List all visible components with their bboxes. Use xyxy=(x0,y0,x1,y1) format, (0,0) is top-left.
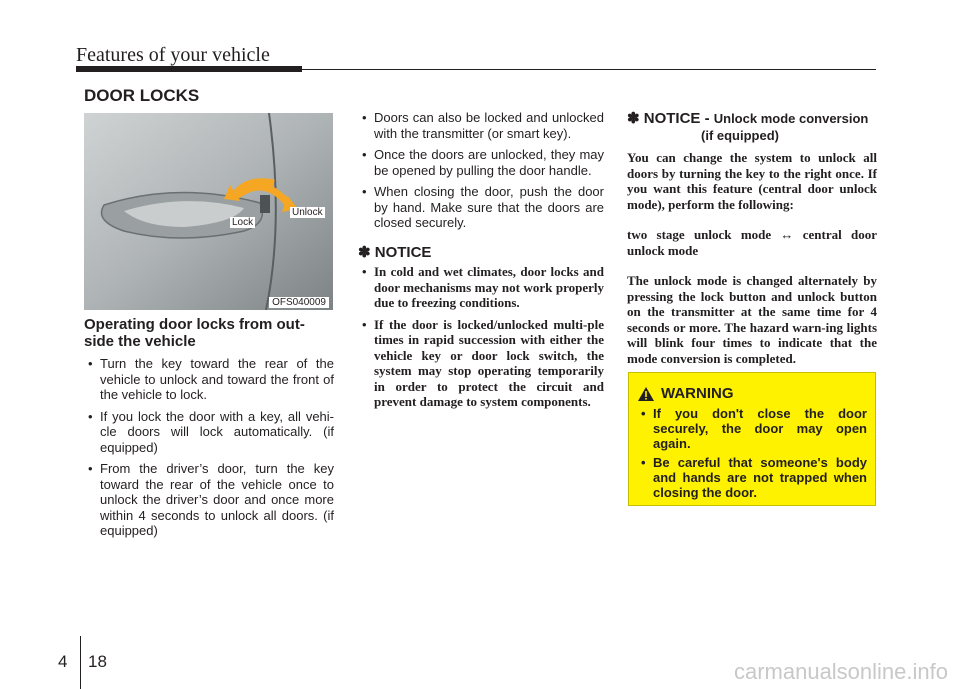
list-item: • If you lock the door with a key, all vehi-cle doors will lock automatically. (if equipped) xyxy=(88,408,334,455)
list-item: • Doors can also be locked and unlocked with the transmitter (or smart key). xyxy=(362,110,604,141)
bullet-icon: • xyxy=(362,264,367,279)
warning-triangle-icon xyxy=(637,386,655,402)
paragraph: two stage unlock mode ↔ central door unlock mode xyxy=(627,227,877,258)
warning-list xyxy=(637,406,867,500)
page-number: 18 xyxy=(88,652,107,671)
bullet-icon: • xyxy=(641,406,646,421)
list-item: • In cold and wet climates, door locks and door mechanisms may not work properly due to freezing conditions. xyxy=(362,264,604,310)
page-header-title: Features of your vehicle xyxy=(76,44,270,66)
chapter-number: 4 xyxy=(58,652,68,671)
bullet-icon: • xyxy=(641,455,646,470)
bullet-list xyxy=(84,356,334,539)
bullet-list xyxy=(358,110,604,231)
column-1 xyxy=(84,316,334,545)
subsection-heading: Operating door locks from out-side the vehicle xyxy=(84,316,305,350)
list-item: • From the driver’s door, turn the key toward the rear of the vehicle once to unlock the driver’s door and once more within 4 seconds to unlock all doors. (if equipped) xyxy=(88,461,334,538)
door-handle-photo xyxy=(84,113,333,310)
bullet-icon: • xyxy=(362,147,367,162)
paragraph: The unlock mode is changed alternately by pressing the lock button and unlock button on the transmitter at the same time for 4 seconds or more. The hazard warn-ing lights will blink four times to indicate that the mode conversion is completed. xyxy=(627,273,877,366)
lock-label: Lock xyxy=(232,217,254,228)
column-2 xyxy=(358,110,604,416)
bullet-icon: • xyxy=(88,461,93,476)
notice-list xyxy=(358,264,604,410)
paragraph: You can change the system to unlock all doors by turning the key to the right once. If you want this feature (central door unlock mode), perform the following: xyxy=(627,150,877,212)
figure-code: OFS040009 xyxy=(269,297,329,308)
notice-heading: ✽ NOTICE xyxy=(358,243,432,261)
footer-divider xyxy=(80,636,81,689)
bullet-icon: • xyxy=(362,316,367,332)
section-title: DOOR LOCKS xyxy=(84,86,200,105)
bullet-icon: • xyxy=(88,356,93,371)
warning-heading: WARNING xyxy=(637,385,867,402)
list-item: • When closing the door, push the door by hand. Make sure that the doors are closed securely. xyxy=(362,184,604,230)
notice-unlock-mode-heading: ✽ NOTICE - Unlock mode conversion (if equipped) xyxy=(627,110,869,143)
list-item: • Once the doors are unlocked, they may be opened by pulling the door handle. xyxy=(362,147,604,178)
column-3 xyxy=(627,110,877,381)
warning-box xyxy=(628,372,876,506)
list-item: • Turn the key toward the rear of the vehicle to unlock and toward the front of the vehicle to lock. xyxy=(88,356,334,402)
bullet-icon: • xyxy=(88,408,93,424)
unlock-label: Unlock xyxy=(292,207,323,218)
list-item: • If you don't close the door securely, the door may open again. xyxy=(641,406,867,451)
list-item: • If the door is locked/unlocked multi-ple times in rapid succession with either the vehicle key or door lock switch, the system may stop operating temporarily in order to protect the circuit and prevent damage to system components. xyxy=(362,316,604,409)
watermark: carmanualsonline.info xyxy=(733,659,948,684)
list-item: • Be careful that someone's body and hands are not trapped when closing the door. xyxy=(641,455,867,500)
bullet-icon: • xyxy=(362,184,367,199)
bullet-icon: • xyxy=(362,110,367,125)
header-rule xyxy=(76,66,876,71)
